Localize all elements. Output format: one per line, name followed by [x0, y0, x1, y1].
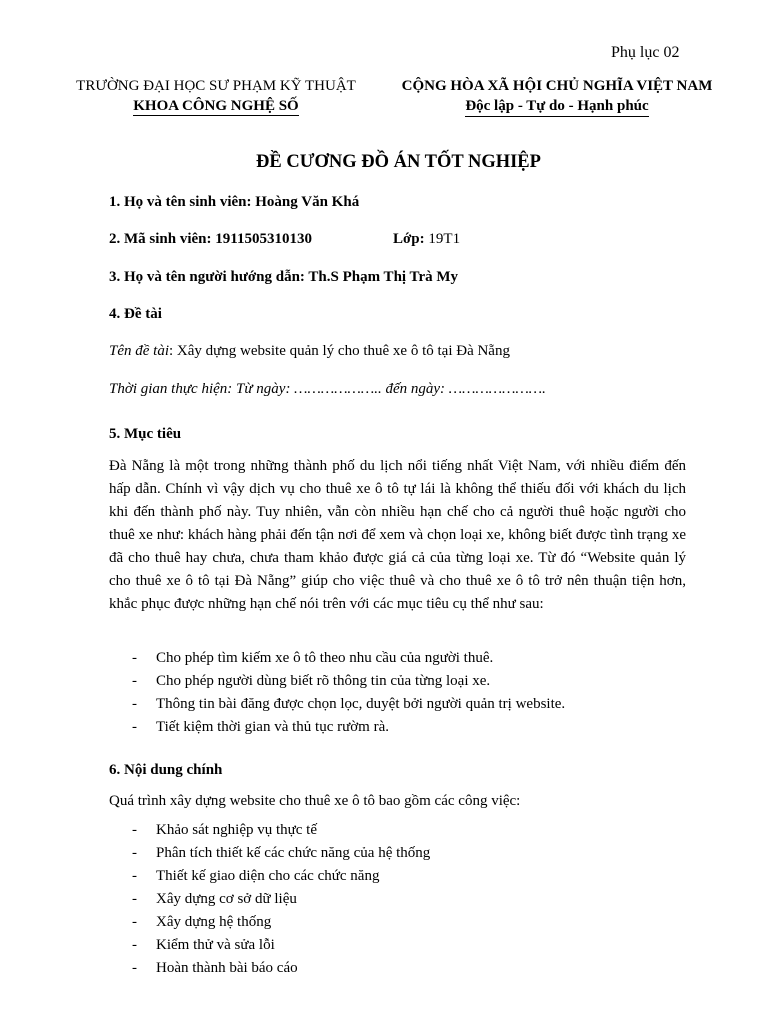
class-value: 19T1 [428, 231, 461, 247]
student-id: 1911505310130 [215, 231, 312, 247]
appendix-label: Phụ lục 02 [611, 44, 680, 61]
supervisor-line [109, 270, 458, 285]
content-intro: Quá trình xây dựng website cho thuê xe ô tô bao gồm các công việc: [109, 793, 521, 809]
objectives-heading: 5. Mục tiêu [109, 426, 182, 442]
topic-name-line [109, 344, 510, 359]
faculty-name: KHOA CÔNG NGHỆ SỐ [133, 98, 299, 114]
school-name: TRƯỜNG ĐẠI HỌC SƯ PHẠM KỸ THUẬT [76, 78, 356, 94]
list-item: - Hoàn thành bài báo cáo [132, 960, 298, 976]
list-item: - Tiết kiệm thời gian và thủ tục rườm rà. [132, 719, 389, 735]
document-title: ĐỀ CƯƠNG ĐỒ ÁN TỐT NGHIỆP [256, 152, 541, 172]
national-header [381, 79, 733, 117]
student-id-line [109, 232, 312, 247]
list-item: - Thiết kế giao diện cho các chức năng [132, 868, 380, 884]
topic-heading: 4. Đề tài [109, 306, 162, 322]
list-item: - Cho phép tìm kiếm xe ô tô theo nhu cầu của người thuê. [132, 650, 494, 666]
student-name-line [109, 195, 359, 210]
content-heading: 6. Nội dung chính [109, 762, 223, 778]
class-line [393, 232, 460, 247]
student-name-label: 1. Họ và tên sinh viên: [109, 194, 252, 210]
list-item: - Xây dựng hệ thống [132, 914, 272, 930]
list-item: - Cho phép người dùng biết rõ thông tin của từng loại xe. [132, 673, 491, 689]
supervisor-name: Th.S Phạm Thị Trà My [308, 269, 459, 285]
list-item: - Khảo sát nghiệp vụ thực tế [132, 822, 318, 838]
student-name: Hoàng Văn Khá [255, 194, 360, 210]
objectives-list [109, 647, 565, 739]
list-item: - Phân tích thiết kế các chức năng của hệ thống [132, 845, 431, 861]
student-id-label: 2. Mã sinh viên: [109, 231, 212, 247]
topic-name-label: Tên đề tài [109, 343, 169, 359]
institution-header [58, 79, 374, 114]
time-line: Thời gian thực hiện: Từ ngày: ……………….. đến ngày: …………………. [109, 381, 546, 397]
national-motto: Độc lập - Tự do - Hạnh phúc [465, 99, 648, 117]
supervisor-label: 3. Họ và tên người hướng dẫn: [109, 269, 305, 285]
list-item: - Thông tin bài đăng được chọn lọc, duyệt bởi người quản trị website. [132, 696, 566, 712]
content-list [109, 819, 430, 980]
list-item: - Xây dựng cơ sở dữ liệu [132, 891, 297, 907]
objectives-paragraph: Đà Nẵng là một trong những thành phố du lịch nổi tiếng nhất Việt Nam, với nhiều điểm đến hấp dẫn. Chính vì vậy dịch vụ cho thuê xe ô tô tự lái là không thể thiếu đối với khách du lịch khi đến thành phố này. Tuy nhiên, vẫn còn nhiều hạn chế cho cả người thuê hoặc người cho thuê xe như: khách hàng phải đến tận nơi để xem và chọn loại xe, không biết được tình trạng xe đã cho thuê hay chưa, chưa tham khảo được giá cả của từng loại xe. Từ đó “Website quản lý cho thuê xe ô tô tại Đà Nẵng” giúp cho việc thuê và cho thuê xe ô tô trở nên thuận tiện hơn, khắc phục được những hạn chế nói trên với các mục tiêu cụ thể như sau: [109, 458, 686, 612]
topic-name-value: : Xây dựng website quản lý cho thuê xe ô tô tại Đà Nẵng [169, 343, 510, 359]
list-item: - Kiểm thử và sửa lỗi [132, 937, 275, 953]
class-label: Lớp: [393, 231, 425, 247]
country-name: CỘNG HÒA XÃ HỘI CHỦ NGHĨA VIỆT NAM [401, 78, 713, 94]
